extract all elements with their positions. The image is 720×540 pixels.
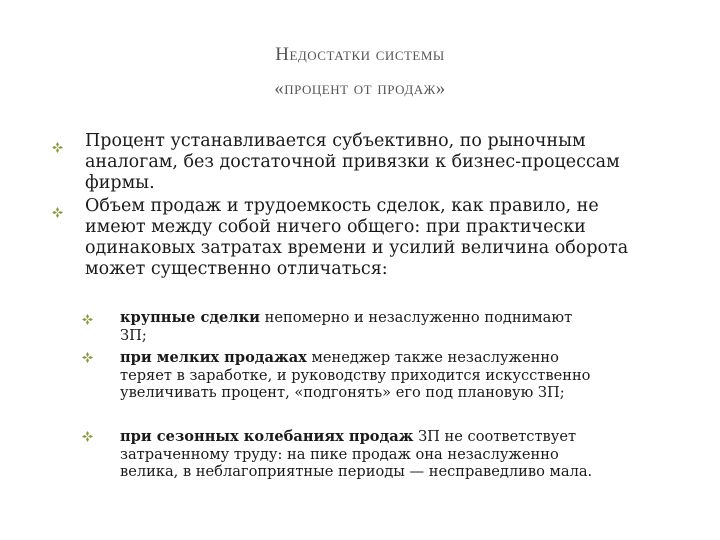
sub-bullet-2-rest: менеджер также незаслуженно теряет в заработке, и руководству приходится искусственно увеличивать процент, «подгонять» его под плановую ЗП; (120, 349, 591, 401)
sub-bullet-3-bold: при сезонных колебаниях продаж (120, 428, 414, 445)
diamond-bullet-icon (82, 314, 93, 325)
bullet-item-2: Объем продаж и трудоемкость сделок, как правило, не имеют между собой ничего общего: при практически одинаковых затратах времени и усилий величина оборота может существенно отличаться: (85, 196, 629, 279)
sub-bullet-1-bold: крупные сделки (120, 309, 260, 326)
title-line-2: «процент от продаж» (274, 78, 446, 99)
slide-title (0, 38, 720, 106)
sub-bullet-item-3 (120, 428, 600, 481)
bullet-item-1: Процент устанавливается субъективно, по рыночным аналогам, без достаточной привязки к бизнес-процессам фирмы. (85, 131, 620, 193)
diamond-bullet-icon (52, 142, 63, 153)
sub-bullet-3-rest: ЗП не соответствует затраченному труду: на пике продаж она незаслуженно велика, в неблагоприятные периоды — несправедливо мала. (120, 428, 593, 480)
sub-bullet-item-1 (120, 309, 600, 344)
diamond-bullet-icon (82, 352, 93, 363)
sub-bullet-1-rest: непомерно и незаслуженно поднимают ЗП; (120, 309, 573, 344)
diamond-bullet-icon (52, 207, 63, 218)
sub-bullet-2-bold: при мелких продажах (120, 349, 307, 366)
diamond-bullet-icon (82, 431, 93, 442)
sub-bullet-item-2 (120, 349, 600, 402)
title-line-1: Недостатки системы (275, 44, 445, 65)
